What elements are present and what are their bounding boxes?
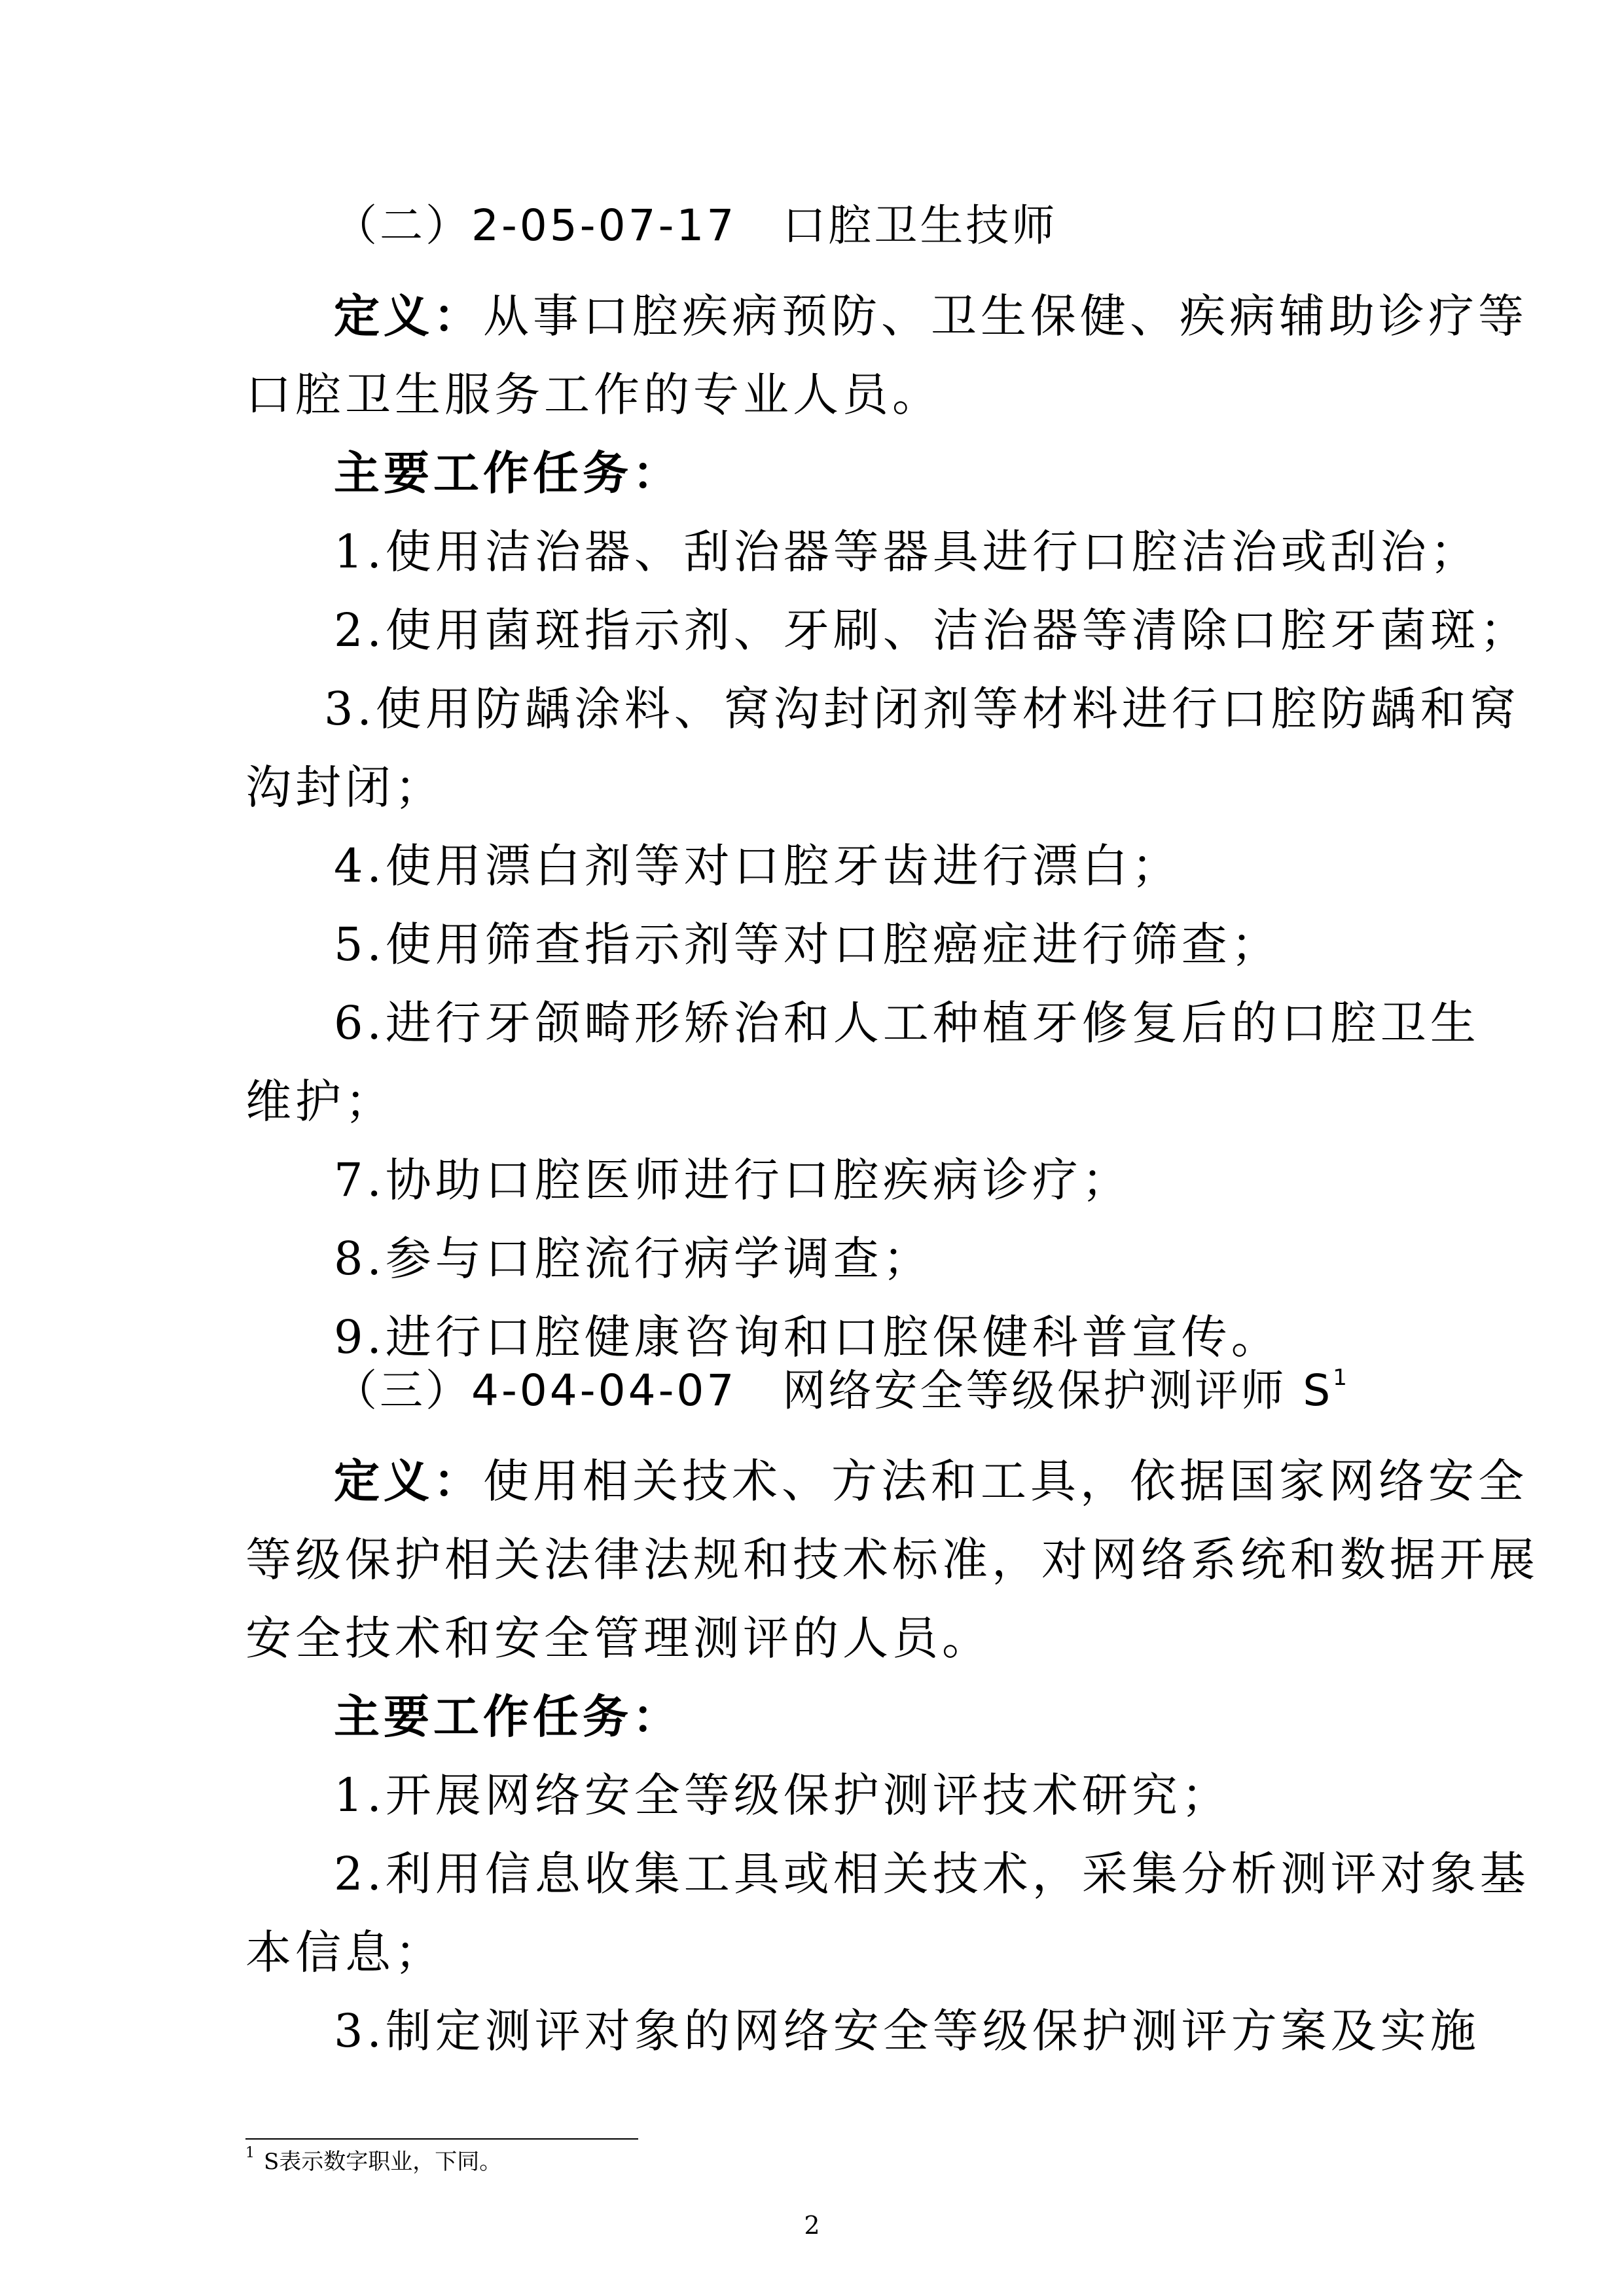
- task-item: 2.使用菌斑指示剂、牙刷、洁治器等清除口腔牙菌斑；: [334, 603, 1530, 657]
- definition-label: 定义：: [334, 289, 483, 343]
- section-heading-network-security-assessor: [334, 1358, 1347, 1424]
- definition-continuation: 等级保护相关法律法规和技术标准，对网络系统和数据开展: [245, 1533, 1539, 1587]
- task-item: 4.使用漂白剂等对口腔牙齿进行漂白；: [334, 839, 1182, 893]
- tasks-label: [334, 440, 682, 506]
- task-item: 1.开展网络安全等级保护测评技术研究；: [334, 1768, 1231, 1822]
- page-number: 2: [804, 2211, 820, 2240]
- task-item-continuation: 维护；: [245, 1075, 395, 1128]
- definition-text: 从事口腔疾病预防、卫生保健、疾病辅助诊疗等: [483, 289, 1528, 343]
- tasks-label: [334, 1684, 682, 1749]
- task-item: 6.进行牙颌畸形矫治和人工种植牙修复后的口腔卫生: [334, 996, 1480, 1050]
- definition-text: 口腔卫生服务工作的专业人员。: [245, 368, 942, 422]
- heading-text: （二）2-05-07-17 口腔卫生技师: [334, 200, 1058, 251]
- task-item: 3.使用防龋涂料、窝沟封闭剂等材料进行口腔防龋和窝: [324, 682, 1520, 736]
- task-item: 9.进行口腔健康咨询和口腔保健科普宣传。: [334, 1310, 1281, 1364]
- footnote-mark: 1: [245, 2144, 255, 2161]
- footnote: [245, 2145, 501, 2178]
- footnote-reference[interactable]: 1: [1333, 1365, 1347, 1391]
- section-heading-oral-hygiene-technician: [334, 193, 1057, 259]
- tasks-label-text: 主要工作任务：: [334, 1689, 682, 1744]
- task-item-continuation: 本信息；: [245, 1926, 444, 1979]
- task-item: 8.参与口腔流行病学调查；: [334, 1232, 933, 1285]
- task-item-continuation: 沟封闭；: [245, 761, 444, 814]
- footnote-divider: [245, 2138, 638, 2140]
- task-item: 5.使用筛查指示剂等对口腔癌症进行筛查；: [334, 918, 1281, 971]
- definition-label: 定义：: [334, 1454, 483, 1508]
- tasks-label-text: 主要工作任务：: [334, 446, 682, 500]
- task-item: 1.使用洁治器、刮治器等器具进行口腔洁治或刮治；: [334, 525, 1480, 579]
- task-item: 7.协助口腔医师进行口腔疾病诊疗；: [334, 1153, 1132, 1207]
- definition-continuation: [245, 362, 942, 427]
- definition-paragraph: [334, 1448, 1528, 1514]
- heading-text: （三）4-04-04-07 网络安全等级保护测评师 S: [334, 1365, 1333, 1416]
- definition-paragraph: [334, 283, 1528, 349]
- definition-text: 使用相关技术、方法和工具，依据国家网络安全: [483, 1454, 1528, 1508]
- task-item: 2.利用信息收集工具或相关技术，采集分析测评对象基: [334, 1847, 1530, 1901]
- definition-continuation: 安全技术和安全管理测评的人员。: [245, 1611, 992, 1665]
- footnote-text: S表示数字职业，下同。: [264, 2149, 502, 2175]
- task-item: 3.制定测评对象的网络安全等级保护测评方案及实施: [334, 2004, 1480, 2058]
